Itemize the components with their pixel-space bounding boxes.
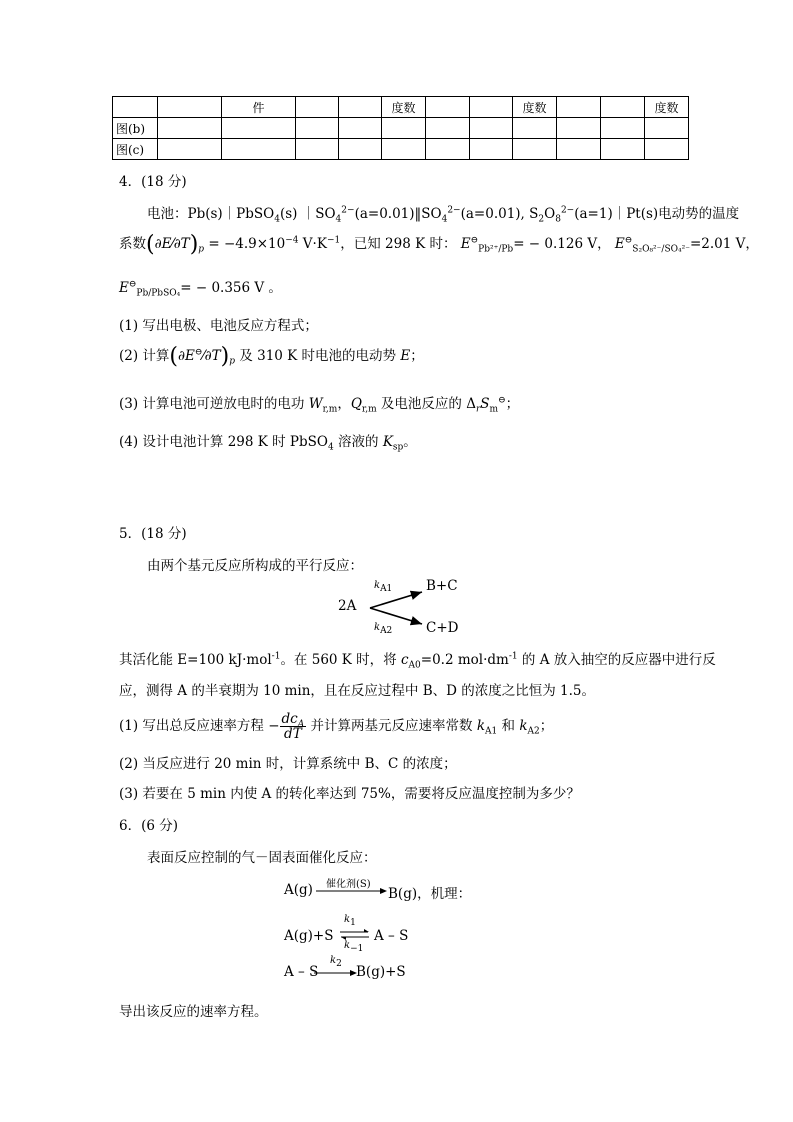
rate-constant-k-minus-1: $k_{-1}$ — [344, 940, 364, 954]
rate-constant-k2: $k_2$ — [330, 955, 342, 969]
data-table — [112, 96, 689, 160]
q4-item-3: (3) 计算电池可逆放电时的电功 $W_{r,m}$，$Q_{r,m}$ 及电池反应的 $\Delta_rS_m^⊖$； — [119, 395, 520, 415]
product-2-label: C+D — [426, 620, 459, 636]
table-cell — [158, 97, 222, 118]
table-cell — [557, 97, 601, 118]
q5-heading: 5．(18 分) — [119, 526, 187, 542]
parallel-reaction-diagram — [320, 574, 490, 638]
table-cell — [339, 97, 382, 118]
table-cell — [296, 97, 339, 118]
q4-coefficient-line: 系数$(\partial E⁄\partial T)_p = -4.9\times 10^{-4}$ $V\cdot K^{-1}$，已知 298 K 时： $E^⊖_{Pb^{2+}/Pb}= - 0.126$ V， $E^⊖_{S_2O_8^{2-}/SO_4^{2-}}=2.01$ V， — [119, 232, 759, 257]
overall-reaction: A(g) 催化剂(S) B(g)，机理： — [284, 878, 524, 904]
q4-item-4: (4) 设计电池计算 298 K 时 PbSO$_4$ 溶液的 $K_{sp}$。 — [119, 434, 417, 453]
row-label: 图(c) — [113, 139, 158, 160]
table-row — [113, 118, 689, 139]
q4-intro: 电池：Pb(s)｜PbSO$_4$(s) $|SO_4^{2-}(a=0.01)‖SO_4^{2-}(a=0.01)$, $S_2O_8^{2-}(a=1)|Pt(s)$电动势的温度 — [147, 205, 740, 225]
q6-final: 导出该反应的速率方程。 — [119, 1004, 268, 1020]
rate-constant-1: $k_{A1}$ — [374, 580, 393, 594]
table-row — [113, 139, 689, 160]
table-cell — [426, 97, 470, 118]
table-cell — [113, 97, 158, 118]
q4-e3-line: $E^⊖_{Pb/PbSO_4}= - 0.356$ V 。 — [119, 279, 282, 299]
q5-item-3: (3) 若要在 5 min 内使 A 的转化率达到 75%，需要将反应温度控制为多少？ — [119, 786, 580, 802]
product-1-label: B+C — [426, 578, 458, 594]
q5-intro: 由两个基元反应所构成的平行反应： — [147, 558, 363, 574]
q4-heading: 4．(18 分) — [119, 174, 187, 190]
table-cell — [601, 97, 645, 118]
reaction-arrow — [314, 968, 358, 978]
reaction-arrow — [316, 886, 388, 896]
table-cell: 度数 — [645, 97, 689, 118]
branch-arrows — [366, 588, 426, 628]
q5-item-2: (2) 当反应进行 20 min 时，计算系统中 B、C 的浓度； — [119, 756, 457, 772]
adsorption-step: A(g)+S $k_1$ $k_{-1}$ A – S — [284, 914, 409, 954]
table-cell: 度数 — [382, 97, 426, 118]
q5-para-2: 应，测得 A 的半衰期为 10 min，且在反应过程中 B、D 的浓度之比恒为 1.5。 — [119, 683, 595, 699]
catalyst-label: 催化剂(S) — [326, 879, 371, 890]
rate-constant-2: $k_{A2}$ — [374, 622, 393, 636]
q6-heading: 6．(6 分) — [119, 818, 179, 834]
table-cell: 度数 — [513, 97, 557, 118]
q5-item-1: (1) 写出总反应速率方程 − $\frac{dc_A}{dT}$ 并计算两基元反应速率常数 $k_{A1}$ 和 $k_{A2}$； — [119, 711, 554, 742]
table-cell — [470, 97, 513, 118]
q4-item-1: (1) 写出电极、电池反应方程式； — [119, 318, 318, 334]
row-label: 图(b) — [113, 118, 158, 139]
rate-constant-k1: $k_1$ — [344, 914, 356, 928]
rate-fraction: $\frac{dc_A}{dT}$ — [281, 711, 305, 742]
table-header-row — [113, 97, 689, 118]
reactant-label: 2A — [338, 598, 357, 614]
q5-para-1: 其活化能 E=100 kJ·mol$^{-1}$。在 560 K 时，将 $c_{A0}=0.2$ $mol\cdot dm^{-1}$ 的 A 放入抽空的反应器中进行反 — [119, 651, 716, 671]
table-cell: 件 — [222, 97, 296, 118]
q6-intro: 表面反应控制的气－固表面催化反应： — [147, 850, 377, 866]
surface-reaction-step: A – S $k_2$ B(g)+S — [284, 955, 406, 980]
q4-item-2: (2) 计算$(\partial E^⊖⁄\partial T)_p$ 及 310 K 时电池的电动势 E； — [119, 344, 424, 369]
